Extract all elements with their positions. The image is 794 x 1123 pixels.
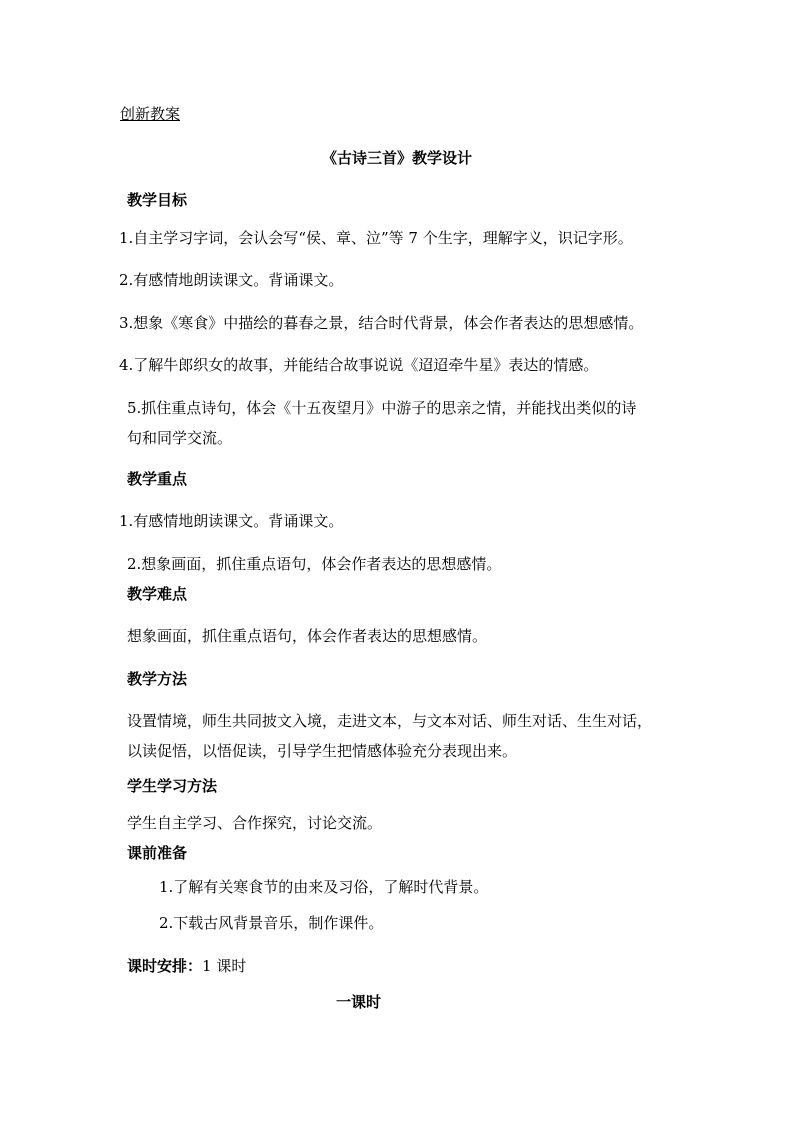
goal-item: 5.抓住重点诗句，体会《十五夜望月》中游子的思亲之情，并能找出类似的诗 (127, 399, 637, 417)
preparation-item: 2.下载古风背景音乐，制作课件。 (159, 914, 384, 932)
methods-line: 设置情境，师生共同披文入境，走进文本，与文本对话、师生对话、生生对话， (127, 712, 653, 730)
preparation-item: 1.了解有关寒食节的由来及习俗，了解时代背景。 (159, 878, 489, 896)
goal-item: 3.想象《寒食》中描绘的暮春之景，结合时代背景，体会作者表达的思想感情。 (119, 314, 644, 332)
goals-heading: 教学目标 (127, 191, 188, 209)
difficulties-heading: 教学难点 (127, 585, 188, 603)
schedule-label: 课时安排： (127, 957, 203, 975)
schedule-value: 1 课时 (202, 957, 247, 975)
key-point-item: 2.想象画面，抓住重点语句，体会作者表达的思想感情。 (127, 555, 502, 573)
key-point-item: 1.有感情地朗读课文。背诵课文。 (119, 512, 344, 530)
header-link[interactable]: 创新教案 (120, 105, 181, 123)
document-title: 《古诗三首》教学设计 (321, 149, 472, 167)
preparation-heading: 课前准备 (127, 844, 188, 862)
student-methods-text: 学生自主学习、合作探究，讨论交流。 (127, 814, 383, 832)
goal-item: 4.了解牛郎织女的故事，并能结合故事说说《迢迢牵牛星》表达的情感。 (119, 356, 599, 374)
difficulties-text: 想象画面，抓住重点语句，体会作者表达的思想感情。 (127, 627, 488, 645)
goal-item-continued: 句和同学交流。 (127, 429, 233, 447)
session-title: 一课时 (336, 993, 382, 1011)
schedule-line (127, 956, 246, 976)
methods-line: 以读促悟，以悟促读，引导学生把情感体验充分表现出来。 (127, 742, 518, 760)
methods-heading: 教学方法 (127, 670, 188, 688)
goal-item: 1.自主学习字词，会认会写“侯、章、泣”等 7 个生字，理解字义，识记字形。 (119, 229, 633, 247)
goal-item: 2.有感情地朗读课文。背诵课文。 (119, 271, 344, 289)
key-points-heading: 教学重点 (127, 470, 188, 488)
student-methods-heading: 学生学习方法 (127, 777, 218, 795)
